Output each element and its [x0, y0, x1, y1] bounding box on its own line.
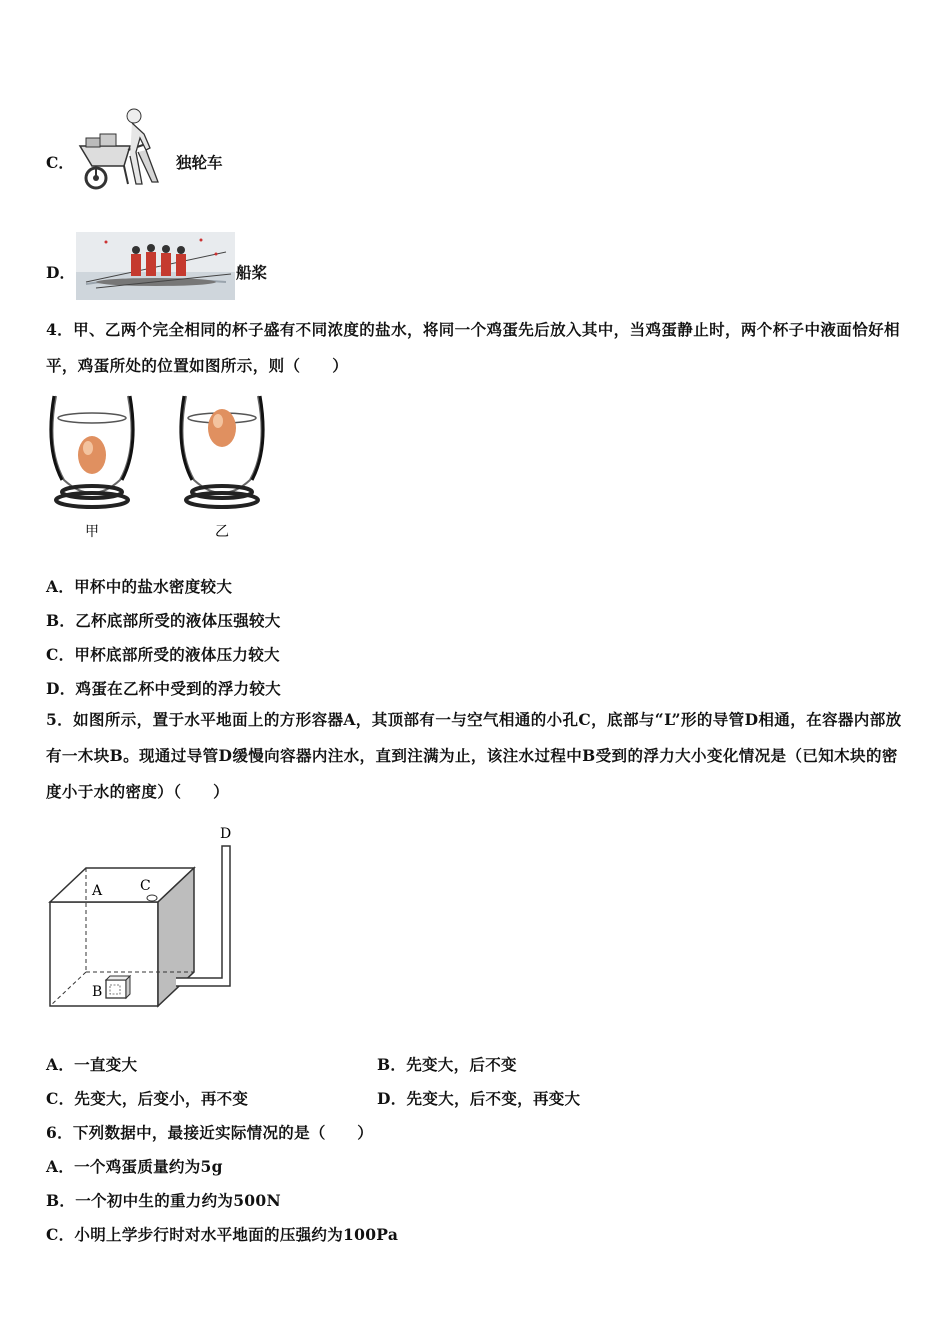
option-d-caption: 船桨	[236, 263, 268, 282]
q6-option-c: C．小明上学步行时对水平地面的压强约为100Pa	[46, 1225, 399, 1244]
label-c: C	[140, 878, 151, 894]
option-c-caption: 独轮车	[176, 153, 223, 172]
q4-option-b: B．乙杯底部所受的液体压强较大	[46, 611, 281, 630]
rowing-boat-photo	[76, 232, 235, 300]
label-d: D	[220, 826, 232, 842]
q6-option-a: A．一个鸡蛋质量约为5g	[46, 1157, 223, 1176]
q5-option-a: A．一直变大	[46, 1055, 138, 1074]
q6-stem: 6．下列数据中，最接近实际情况的是（ ）	[46, 1123, 374, 1142]
container-figure	[44, 820, 254, 1020]
label-b: B	[92, 984, 103, 1000]
q5-option-b: B．先变大，后不变	[377, 1055, 517, 1074]
q5-option-c: C．先变大，后变小，再不变	[46, 1089, 249, 1108]
label-a: A	[92, 883, 103, 899]
option-c-label: C．	[46, 153, 74, 172]
q5-stem: 5．如图所示，置于水平地面上的方形容器A，其顶部有一与空气相通的小孔C，底部与“L”形的导管D相通，在容器内部放有一木块B。现通过导管D缓慢向容器内注水，直到注满为止，该注水过程中B受到的浮力大小变化情况是（已知木块的密度小于水的密度）（ ）	[46, 710, 902, 801]
q5-option-d: D．先变大，后不变，再变大	[377, 1089, 581, 1108]
cup-label-yi: 乙	[215, 524, 229, 540]
option-d-label: D．	[46, 263, 75, 282]
egg-cups-figure	[44, 388, 284, 548]
wheelbarrow-illustration	[72, 104, 172, 196]
q4-option-a: A．甲杯中的盐水密度较大	[46, 577, 233, 596]
cup-label-jia: 甲	[85, 524, 99, 540]
q4-stem: 4．甲、乙两个完全相同的杯子盛有不同浓度的盐水，将同一个鸡蛋先后放入其中，当鸡蛋静止时，两个杯子中液面恰好相平，鸡蛋所处的位置如图所示，则（ ）	[46, 320, 900, 375]
q6-option-b: B．一个初中生的重力约为500N	[46, 1191, 281, 1210]
q4-option-d: D．鸡蛋在乙杯中受到的浮力较大	[46, 679, 281, 698]
q4-option-c: C．甲杯底部所受的液体压力较大	[46, 645, 280, 664]
